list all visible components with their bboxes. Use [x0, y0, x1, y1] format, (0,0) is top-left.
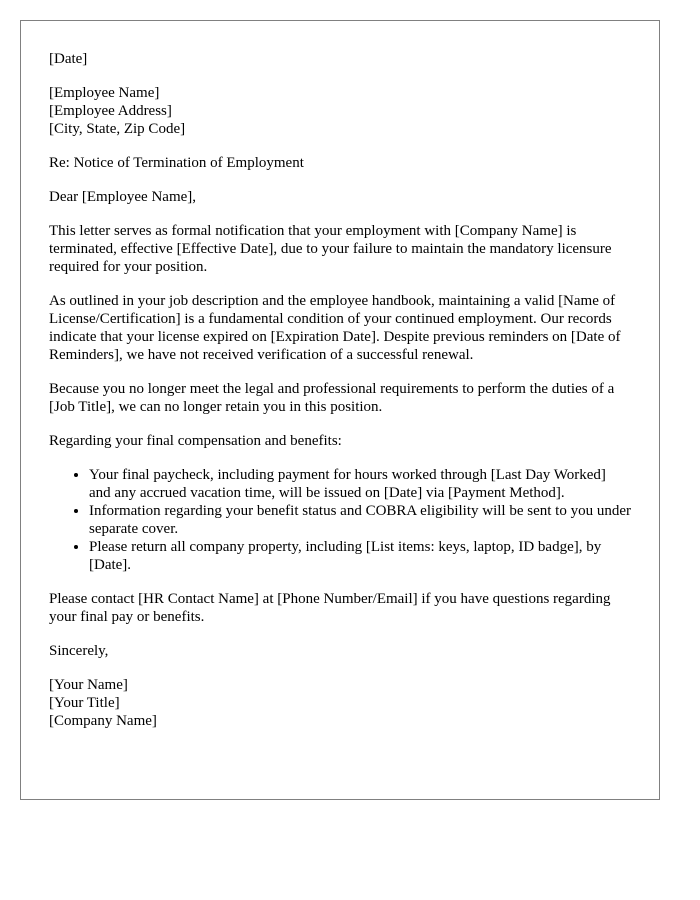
list-item-benefits: • Information regarding your benefit status and COBRA eligibility will be sent to you under separate cover. [89, 502, 631, 538]
body-paragraph-notification: This letter serves as formal notification that your employment with [Company Name] is terminated, effective [Effective Date], due to your failure to maintain the mandatory licensure required for your position. [49, 223, 612, 275]
letter-salutation: Dear [Employee Name], [49, 189, 197, 205]
letter-date: [Date] [49, 51, 88, 67]
list-item-final-paycheck: • Your final paycheck, including payment for hours worked through [Last Day Worked] and any accrued vacation time, will be issued on [Date] via [Payment Method]. [89, 466, 631, 502]
compensation-list [49, 466, 631, 574]
signature-name: [Your Name] [49, 677, 128, 693]
body-paragraph-requirements: Because you no longer meet the legal and professional requirements to perform the duties of a [Job Title], we can no longer retain you in this position. [49, 381, 615, 415]
recipient-address: [Employee Address] [49, 103, 172, 119]
letter-document [20, 20, 660, 800]
recipient-name: [Employee Name] [49, 85, 160, 101]
signature-title: [Your Title] [49, 695, 120, 711]
body-paragraph-license: As outlined in your job description and the employee handbook, maintaining a valid [Name of License/Certification] is a fundamental condition of your continued employment. Our records indicate that your license expired on [Expiration Date]. Despite previous reminders on [Date of Reminders], we have not received verification of a successful renewal. [49, 293, 621, 363]
signature-company: [Company Name] [49, 713, 157, 729]
list-item-company-property: • Please return all company property, including [List items: keys, laptop, ID badge], by [Date]. [89, 538, 631, 574]
letter-subject: Re: Notice of Termination of Employment [49, 155, 304, 171]
recipient-address-block [49, 84, 631, 138]
body-paragraph-contact: Please contact [HR Contact Name] at [Phone Number/Email] if you have questions regarding your final pay or benefits. [49, 591, 611, 625]
letter-closing: Sincerely, [49, 643, 109, 659]
signature-block [49, 676, 631, 730]
recipient-city-state-zip: [City, State, Zip Code] [49, 121, 186, 137]
body-paragraph-compensation-intro: Regarding your final compensation and benefits: [49, 433, 342, 449]
